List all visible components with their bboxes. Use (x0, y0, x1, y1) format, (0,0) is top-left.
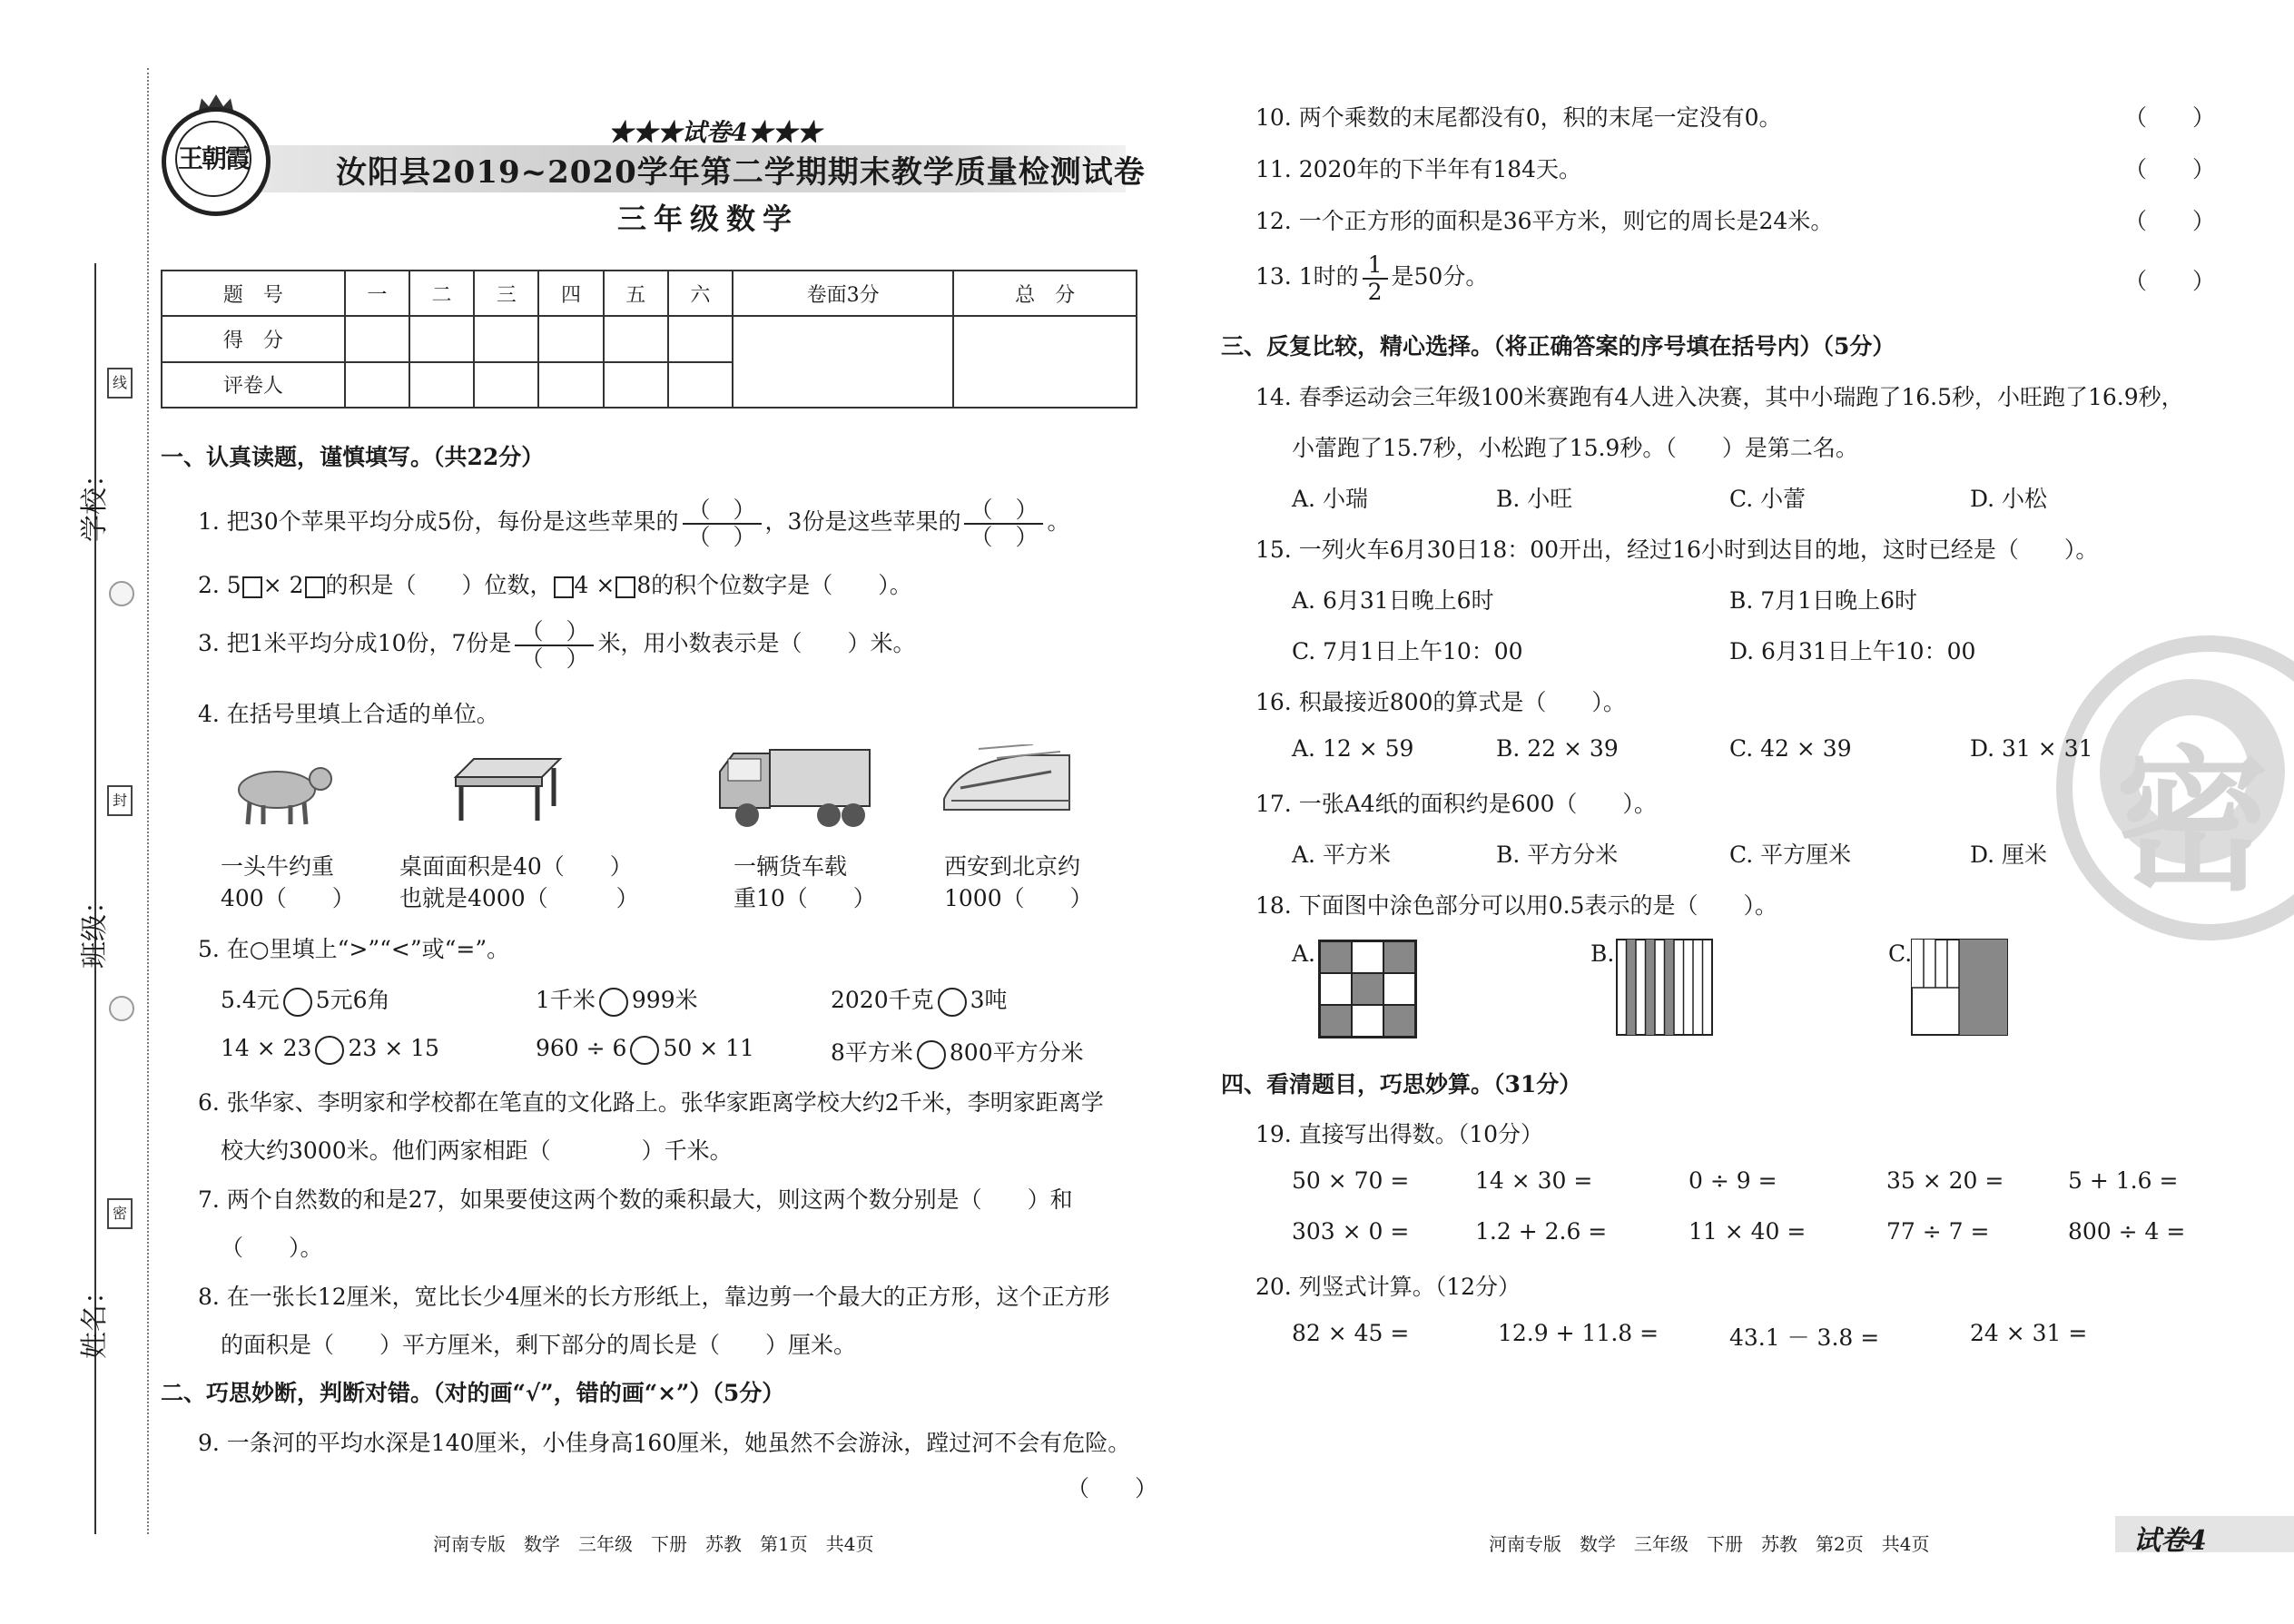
compare-item: 5.4元 5元6角 (221, 982, 390, 1017)
calc-item: 1.2 + 2.6 = (1475, 1218, 1608, 1245)
question-14: 14. 春季运动会三年级100米赛跑有4人进入决赛，其中小瑞跑了16.5秒，小旺跑了16.9秒， (1255, 384, 2184, 410)
exam-subtitle: 三年级数学 (617, 202, 800, 236)
caption-cow: 400（ ） (221, 885, 355, 911)
score-cell: 三 (474, 271, 538, 316)
option: B. 22 × 39 (1496, 735, 1619, 762)
figure-b (1616, 939, 1716, 1038)
seal-icon (109, 581, 134, 606)
calc-item: 43.1 － 3.8 = (1729, 1324, 1880, 1351)
figure-a (1318, 940, 1417, 1038)
grader-row-label: 评卷人 (162, 362, 345, 408)
question-6-cont: 校大约3000米。他们两家相距（ ）千米。 (221, 1137, 733, 1164)
option: A. 平方米 (1292, 842, 1391, 868)
seal-icon (109, 996, 134, 1021)
question-14-cont: 小蕾跑了15.7秒，小松跑了15.9秒。（ ）是第二名。 (1292, 435, 1858, 461)
question-11: 11. 2020年的下半年有184天。 (1255, 156, 1582, 182)
truck-icon (715, 744, 874, 835)
secret-watermark: 密 (2056, 635, 2294, 940)
question-2: 2. 5 × 2 的积是（ ）位数， 4 × 8的积个位数字是（ ）。 (198, 572, 912, 598)
option: A. (1292, 940, 1316, 967)
fold-mark-line: 线 (107, 368, 133, 399)
score-table (161, 270, 1137, 408)
calc-item: 35 × 20 = (1886, 1167, 2004, 1194)
option: C. 平方厘米 (1729, 842, 1852, 868)
answer-paren: （ ） (2124, 208, 2216, 234)
calc-item: 800 ÷ 4 = (2068, 1218, 2186, 1245)
caption-truck: 一辆货车载 (733, 853, 848, 880)
question-4: 4. 在括号里填上合适的单位。 (198, 701, 499, 727)
question-6: 6. 张华家、李明家和学校都在笔直的文化路上。张华家距离学校大约2千米，李明家距离学 (198, 1089, 1104, 1116)
question-5: 5. 在○里填上“>”“<”或“=”。 (198, 936, 510, 962)
train-icon (942, 744, 1074, 822)
score-cell: 六 (668, 271, 733, 316)
caption-truck: 重10（ ） (733, 885, 876, 911)
paper-badge: 试卷4 (2133, 1525, 2207, 1557)
option: D. 31 × 31 (1970, 735, 2093, 762)
caption-cow: 一头牛约重 (221, 853, 335, 880)
compare-item: 1千米 999米 (536, 982, 698, 1017)
option: D. 6月31日上午10：00 (1729, 638, 1976, 664)
score-cell: 二 (409, 271, 474, 316)
option: B. 7月1日晚上6时 (1729, 587, 1917, 614)
question-9: 9. 一条河的平均水深是140厘米，小佳身高160厘米，她虽然不会游泳，蹚过河不会有危险。 (198, 1430, 1131, 1456)
name-label: 姓名： (79, 1277, 111, 1359)
question-7: 7. 两个自然数的和是27，如果要使这两个数的乘积最大，则这两个数分别是（ ）和 (198, 1186, 1073, 1213)
score-row-label: 得 分 (162, 316, 345, 361)
question-13: 13. 1时的 $\frac{1}{2}$ 是50分。 (1255, 251, 1489, 305)
score-cell: 一 (345, 271, 409, 316)
cut-line (147, 68, 149, 1534)
exam-title: 汝阳县2019~2020学年第二学期期末教学质量检测试卷 (336, 154, 1146, 191)
calc-item: 12.9 + 11.8 = (1498, 1320, 1659, 1346)
caption-table: 桌面面积是40（ ） (399, 853, 633, 880)
score-cell: 五 (604, 271, 668, 316)
answer-paren: （ ） (2124, 156, 2216, 182)
caption-train: 西安到北京约 (944, 853, 1081, 880)
option: C. 7月1日上午10：00 (1292, 638, 1523, 664)
calc-item: 0 ÷ 9 = (1689, 1167, 1777, 1194)
compare-item: 2020千克 3吨 (831, 982, 1008, 1017)
calc-item: 24 × 31 = (1970, 1320, 2088, 1346)
section-1-heading: 一、认真读题，谨慎填写。（共22分） (161, 444, 545, 470)
school-label: 学校： (79, 460, 111, 542)
calc-item: 50 × 70 = (1292, 1167, 1410, 1194)
option: B. 小旺 (1496, 486, 1573, 512)
question-15: 15. 一列火车6月30日18：00开出，经过16小时到达目的地，这时已经是（ ）。 (1255, 536, 2099, 563)
compare-item: 14 × 23 23 × 15 (221, 1035, 439, 1065)
calc-item: 11 × 40 = (1689, 1218, 1807, 1245)
answer-paren: （ ） (2124, 104, 2216, 131)
score-cell: 四 (538, 271, 603, 316)
question-8: 8. 在一张长12厘米，宽比长少4厘米的长方形纸上，靠边剪一个最大的正方形，这个正方形 (198, 1284, 1110, 1310)
option: B. (1590, 940, 1615, 967)
calc-item: 14 × 30 = (1475, 1167, 1593, 1194)
question-12: 12. 一个正方形的面积是36平方米，则它的周长是24米。 (1255, 208, 1834, 234)
option: A. 12 × 59 (1292, 735, 1414, 762)
score-cell: 卷面3分 (733, 271, 953, 316)
compare-item: 8平方米 800平方分米 (831, 1035, 1084, 1069)
option: C. 42 × 39 (1729, 735, 1852, 762)
option: B. 平方分米 (1496, 842, 1619, 868)
calc-item: 5 + 1.6 = (2068, 1167, 2179, 1194)
question-8-cont: 的面积是（ ）平方厘米，剩下部分的周长是（ ）厘米。 (221, 1332, 857, 1358)
caption-train: 1000（ ） (944, 885, 1093, 911)
fold-mark-seal: 封 (107, 785, 133, 816)
option: A. 小瑞 (1292, 486, 1368, 512)
option: C. 小蕾 (1729, 486, 1807, 512)
fold-mark-secret: 密 (107, 1198, 133, 1229)
question-3: 3. 把1米平均分成10份，7份是 $\frac{( )}{( )}$ 米，用小数表示是（ ）米。 (198, 618, 916, 672)
compare-item: 960 ÷ 6 50 × 11 (536, 1035, 754, 1065)
class-label: 班级： (79, 887, 111, 969)
answer-paren: （ ） (1067, 1475, 1158, 1501)
section-2-heading: 二、巧思妙断，判断对错。（对的画“√”，错的画“×”）（5分） (161, 1380, 785, 1406)
option: D. 厘米 (1970, 842, 2048, 868)
calc-item: 303 × 0 = (1292, 1218, 1410, 1245)
option: D. 小松 (1970, 486, 2048, 512)
question-7-cont: （ ）。 (221, 1235, 323, 1261)
footer-left: 河南专版 数学 三年级 下册 苏教 第1页 共4页 (433, 1533, 874, 1555)
publisher-logo: 王朝霞 (162, 107, 271, 216)
score-cell: 总 分 (953, 271, 1137, 316)
question-19: 19. 直接写出得数。（10分） (1255, 1121, 1544, 1147)
calc-item: 82 × 45 = (1292, 1320, 1410, 1346)
footer-right: 河南专版 数学 三年级 下册 苏教 第2页 共4页 (1489, 1533, 1930, 1555)
calc-item: 77 ÷ 7 = (1886, 1218, 1990, 1245)
question-16: 16. 积最接近800的算式是（ ）。 (1255, 689, 1626, 715)
section-3-heading: 三、反复比较，精心选择。（将正确答案的序号填在括号内）（5分） (1221, 333, 1895, 359)
caption-table: 也就是4000（ ） (399, 885, 639, 911)
question-1: 1. 把30个苹果平均分成5份，每份是这些苹果的 $\frac{( )}{( )}$ ，3份是这些苹果的 $\frac{( )}{( )}$ 。 (198, 497, 1070, 550)
question-17: 17. 一张A4纸的面积约是600（ ）。 (1255, 791, 1657, 817)
answer-paren: （ ） (2124, 268, 2216, 294)
question-20: 20. 列竖式计算。（12分） (1255, 1274, 1521, 1300)
paper-tag: ★★★试卷4★★★ (608, 119, 822, 147)
question-10: 10. 两个乘数的末尾都没有0，积的末尾一定没有0。 (1255, 104, 1782, 131)
question-18: 18. 下面图中涂色部分可以用0.5表示的是（ ）。 (1255, 892, 1777, 919)
option: A. 6月31日晚上6时 (1292, 587, 1494, 614)
table-icon (447, 750, 565, 822)
figure-c (1911, 939, 2011, 1038)
option: C. (1888, 940, 1913, 967)
cow-icon (222, 755, 340, 828)
score-cell: 题 号 (162, 271, 345, 316)
section-4-heading: 四、看清题目，巧思妙算。（31分） (1221, 1071, 1582, 1097)
